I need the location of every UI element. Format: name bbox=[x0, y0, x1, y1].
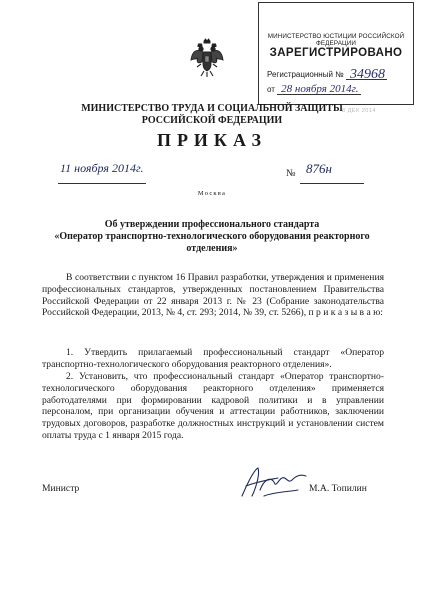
stamp-regno-row bbox=[267, 66, 413, 80]
clause-2-paragraph: 2. Установить, что профессиональный стандарт «Оператор транспортно-технологического оборудования реакторного отделения» применяется работодателями при формировании кадровой политики и в управлении персоналом, при организации обучения и аттестации работников, заключении трудовых договоров, разработке должностных инструкций и установлении систем оплаты труда с 1 января 2015 года. bbox=[42, 371, 384, 441]
document-title-line-3: отделения» bbox=[186, 243, 238, 254]
preamble-paragraph: В соответствии с пунктом 16 Правил разработки, утверждения и применения профессиональных стандартов, утвержденных постановлением Правительства Российской Федерации от 22 января 2013 г. № 23 (Собрание законодательства Российской Федерации, 2013, № 4, ст. 293; 2014, № 39, ст. 5266), п р и к а з ы в а ю: bbox=[42, 272, 384, 319]
number-field bbox=[300, 161, 364, 184]
stamp-header: МИНИСТЕРСТВО ЮСТИЦИИ РОССИЙСКОЙ ФЕДЕРАЦИИ bbox=[267, 33, 405, 47]
coat-of-arms-icon bbox=[190, 38, 224, 78]
stamp-regno-label: Регистрационный № bbox=[267, 70, 344, 79]
handwritten-number: 876н bbox=[306, 161, 332, 176]
stamp-date-row bbox=[267, 83, 413, 97]
number-sign: № bbox=[286, 168, 296, 179]
stamp-date-value: 28 ноября 2014г. bbox=[281, 83, 359, 95]
handwritten-date: 11 ноября 2014г. bbox=[60, 161, 144, 175]
signer-name: М.А. Топилин bbox=[309, 483, 367, 494]
ministry-name bbox=[0, 103, 424, 127]
stamp-registered-label: ЗАРЕГИСТРИРОВАНО bbox=[269, 47, 403, 59]
stamp-date-prefix: от bbox=[267, 85, 275, 94]
document-type-heading: ПРИКАЗ bbox=[156, 130, 268, 150]
stamp-regno-value: 34968 bbox=[349, 67, 385, 82]
document-title-line-2: «Оператор транспортно-технологического оборудования реакторного bbox=[54, 231, 370, 242]
document-title-line-1: Об утверждении профессионального стандарта bbox=[104, 219, 320, 230]
ministry-name-line-2: РОССИЙСКОЙ ФЕДЕРАЦИИ bbox=[141, 115, 283, 126]
signer-title: Министр bbox=[42, 483, 80, 494]
date-field bbox=[58, 161, 146, 184]
signature-icon bbox=[234, 462, 312, 504]
ministry-name-line-1: МИНИСТЕРСТВО ТРУДА И СОЦИАЛЬНОЙ ЗАЩИТЫ bbox=[81, 103, 343, 114]
clause-1-paragraph: 1. Утвердить прилагаемый профессиональный стандарт «Оператор транспортно-технологического оборудования реакторного отделения». bbox=[42, 347, 384, 370]
city: Москва bbox=[197, 190, 227, 197]
faint-receipt-mark: 8 ДЕК 2014 bbox=[342, 108, 376, 114]
document-title bbox=[40, 219, 384, 255]
registration-stamp bbox=[258, 2, 414, 105]
